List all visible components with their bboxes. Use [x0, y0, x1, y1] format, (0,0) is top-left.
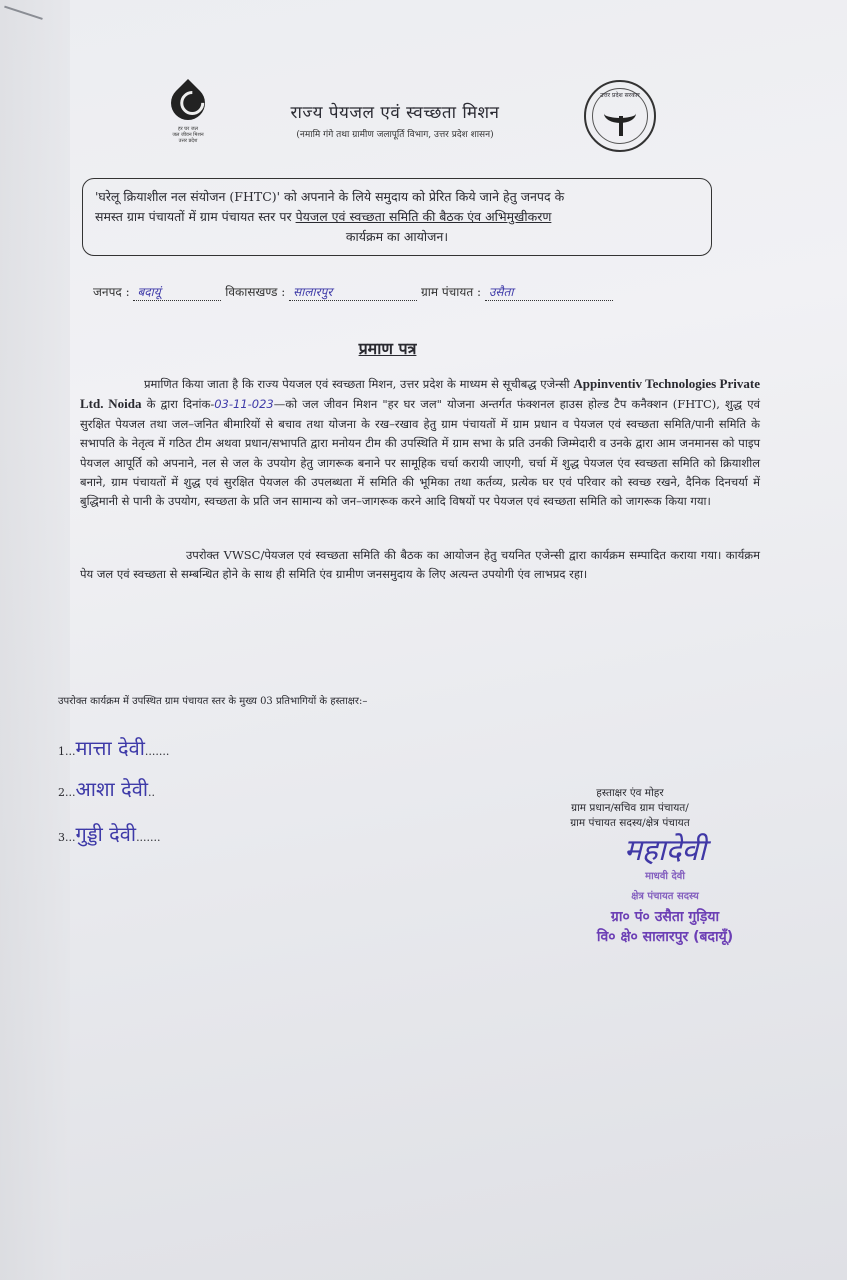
letterhead — [160, 80, 680, 160]
panchayat-value: उसैता — [488, 285, 514, 299]
participant-signature: 1...मात्ता देवी....... — [58, 736, 170, 760]
up-govt-emblem-icon: उत्तर प्रदेश सरकार — [584, 80, 656, 152]
paper-fold-shadow — [0, 0, 70, 1280]
body-paragraph-2: उपरोक्त VWSC/पेयजल एवं स्वच्छता समिति की बैठक का आयोजन हेतु चयनित एजेन्सी द्वारा कार्यक्रम सम्पादित कराया गया। कार्यक्रम पेय जल एवं स्वच्छता से सम्बन्धित होने के साथ ही समिति एंव ग्रामीण जनसमुदाय के लिए अत्यन्त उपयोगी एंव लाभप्रद रहा। — [80, 548, 760, 582]
title-block — [230, 100, 560, 140]
water-drop-icon — [164, 79, 212, 127]
participant-signature: 3...गुड्डी देवी....... — [58, 822, 161, 846]
authority-block: हस्ताक्षर एंव मोहर ग्राम प्रधान/सचिव ग्राम पंचायत/ ग्राम पंचायत सदस्य/क्षेत्र पंचायत — [570, 787, 690, 829]
participant-signature: 2...आशा देवी.. — [58, 777, 155, 801]
mission-subtitle: (नमामि गंगे तथा ग्रामीण जलापूर्ति विभाग, उत्तर प्रदेश शासन) — [296, 130, 494, 140]
block-value: सालारपुर — [293, 285, 333, 299]
event-date: 03-11-023 — [214, 397, 274, 412]
logo-caption: हर घर जल जल जीवन मिशन उत्तर प्रदेश — [172, 126, 204, 144]
signatures-intro: उपरोक्त कार्यक्रम में उपस्थित ग्राम पंचायत स्तर के मुख्य 03 प्रतिभागियों के हस्ताक्षर:– — [58, 696, 368, 707]
location-fields: जनपद : बदायूं विकासखण्ड : सालारपुर ग्राम पंचायत : उसैता — [93, 283, 723, 301]
agency-name: Appinventiv Technologies Private Ltd. Noida — [80, 376, 760, 412]
authority-signature: महादेवी — [623, 833, 707, 868]
district-value: बदायूं — [137, 285, 161, 299]
har-ghar-jal-logo — [160, 80, 216, 144]
topic-underlined: पेयजल एवं स्वच्छता समिति की बैठक एंव अभिमुखीकरण — [295, 209, 552, 224]
body-paragraph-1: प्रमाणित किया जाता है कि राज्य पेयजल एवं स्वच्छता मिशन, उत्तर प्रदेश के माध्यम से सूचीबद्ध एजेन्सी Appinventiv Technologies Private Ltd. Noida के द्वारा दिनांक-03-11-023—को जल जीवन मिशन "हर घर जल" योजना अन्तर्गत फंक्शनल हाउस होल्ड टैप कनैक्शन (FHTC), शुद्ध एवं सुरक्षित पेयजल तथा जल–जनित बीमारियों से बचाव तथा योजना के रख–रखाव हेतु ग्राम पंचायतों में ग्राम प्रधान व पेयजल एवं स्वच्छता समिति/पानी समिति के सभापति के नेतृत्व में गठित टीम अथवा प्रधान/सभापति द्वारा मनोयन टीम की उपस्थिति में ग्राम सभा के प्रति उनकी जिम्मेदारी व उनके द्वारा आम जनमानस को पाइप पेयजल आपूर्ति को अपनाने, नल से जल के उपयोग हेतु जागरूक बनाने पर सामूहिक चर्चा करायी जाएगी, चर्चा में शुद्ध पेयजल एंव स्वच्छता समिति को क्रियाशील बनाने, ग्राम पंचायतों में शुद्ध एवं सुरक्षित पेयजल की उपलब्धता में समिति की भूमिका तथा कर्तव्य, प्रत्येक घर एवं परिवार को स्वच्छ रखने, दैनिक दिनचर्या में बुद्धिमानी से पानी के उपयोग, स्वच्छता के प्रति जन सामान्य को जन–जागरूक करने आदि विषयों पर पेयजल एवं स्वच्छता समिति को जागरूक किया गया। — [80, 376, 760, 509]
topic-box: 'घरेलू क्रियाशील नल संयोजन (FHTC)' को अपनाने के लिये समुदाय को प्रेरित किये जाने हेतु जनपद के समस्त ग्राम पंचायतों में ग्राम पंचायत स्तर पर पेयजल एवं स्वच्छता समिति की बैठक एंव अभिमुखीकरण कार्यक्रम का आयोजन। — [82, 178, 712, 256]
official-stamp: महादेवी माधवी देवी क्षेत्र पंचायत सदस्य ग्रा० पं० उसैता गुड़िया वि० क्षे० सालारपुर (बदायूँ) — [560, 835, 770, 947]
mission-title: राज्य पेयजल एवं स्वच्छता मिशन — [290, 103, 500, 123]
certificate-title: प्रमाण पत्र — [358, 339, 417, 358]
